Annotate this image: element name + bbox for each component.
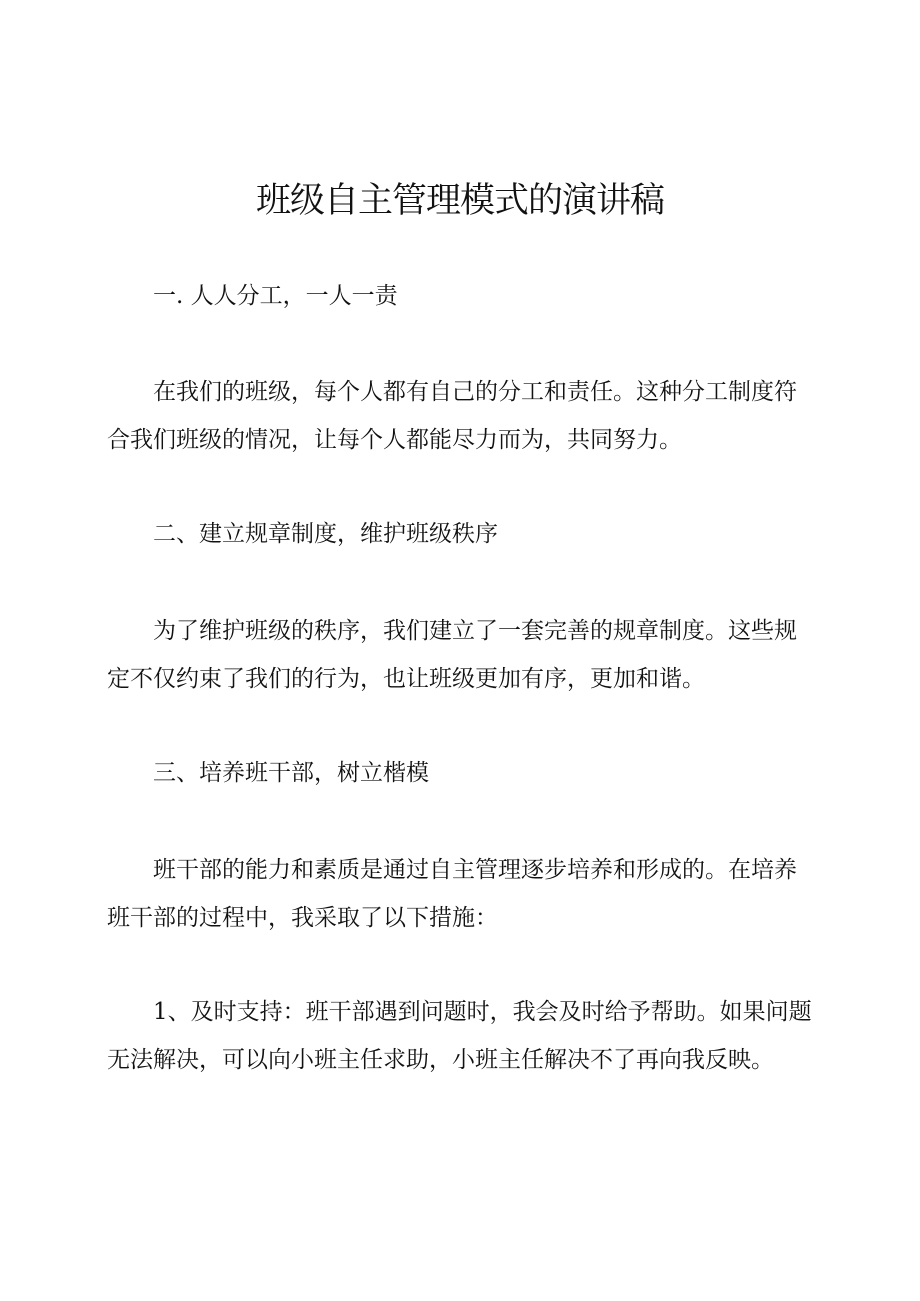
paragraph-2-line-2: 定不仅约束了我们的行为，也让班级更加有序，更加和谐。 — [107, 666, 705, 692]
section-heading-1: 一. 人人分工，一人一责 — [153, 283, 398, 309]
list-item-1 — [107, 988, 827, 1084]
paragraph-3-line-2: 班干部的过程中，我采取了以下措施： — [107, 905, 498, 931]
section-heading-2: 二、建立规章制度，维护班级秩序 — [153, 521, 498, 547]
paragraph-1 — [107, 368, 827, 464]
paragraph-1-line-2: 合我们班级的情况，让每个人都能尽力而为，共同努力。 — [107, 427, 682, 453]
paragraph-2 — [107, 607, 827, 703]
list-item-1-line-1: 1、及时支持：班干部遇到问题时，我会及时给予帮助。如果问题 — [153, 999, 812, 1025]
paragraph-3 — [107, 846, 827, 942]
paragraph-1-line-1: 在我们的班级，每个人都有自己的分工和责任。这种分工制度符 — [153, 379, 797, 405]
paragraph-3-line-1: 班干部的能力和素质是通过自主管理逐步培养和形成的。在培养 — [153, 857, 797, 883]
document-title: 班级自主管理模式的演讲稿 — [255, 181, 664, 221]
section-heading-3: 三、培养班干部，树立楷模 — [153, 760, 429, 786]
list-item-1-line-2: 无法解决，可以向小班主任求助，小班主任解决不了再向我反映。 — [107, 1047, 774, 1073]
paragraph-2-line-1: 为了维护班级的秩序，我们建立了一套完善的规章制度。这些规 — [153, 618, 797, 644]
